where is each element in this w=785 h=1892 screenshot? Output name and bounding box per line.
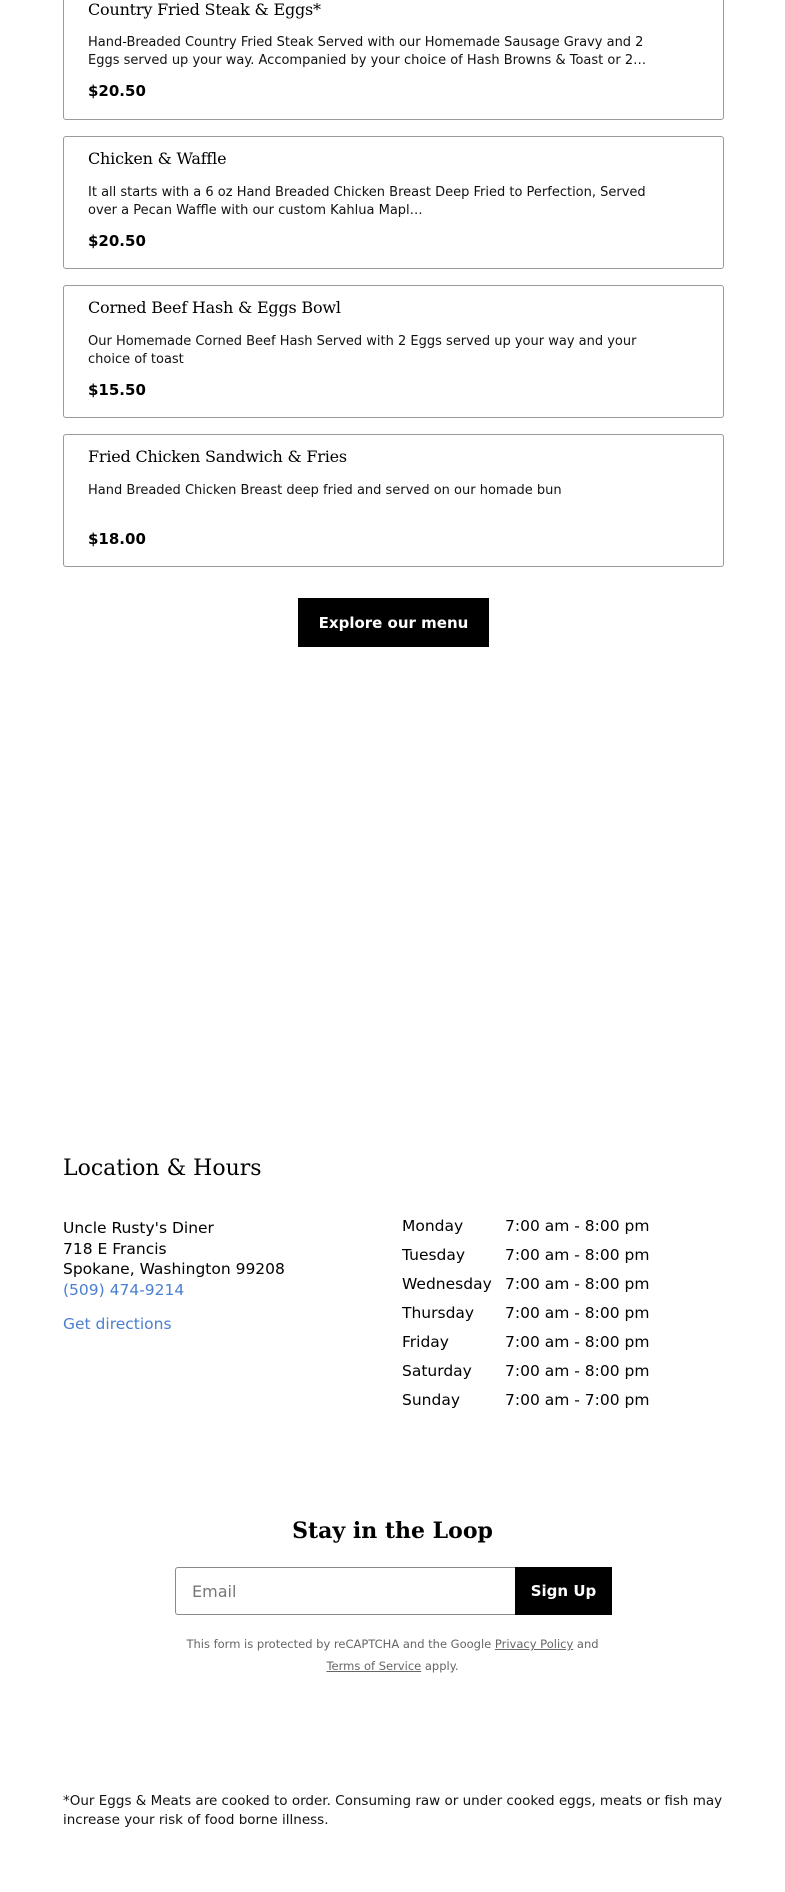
hours-time: 7:00 am - 8:00 pm — [505, 1217, 650, 1235]
menu-item-name: Chicken & Waffle — [88, 149, 227, 168]
menu-item-card[interactable] — [63, 0, 724, 120]
menu-item-price: $20.50 — [88, 232, 146, 250]
menu-item-name: Country Fried Steak & Eggs* — [88, 0, 321, 19]
hours-day: Tuesday — [402, 1246, 466, 1264]
hours-time: 7:00 am - 8:00 pm — [505, 1333, 650, 1351]
city-state-zip: Spokane, Washington 99208 — [63, 1260, 285, 1278]
street-address: 718 E Francis — [63, 1239, 167, 1258]
privacy-policy-link[interactable]: Privacy Policy — [494, 1637, 574, 1651]
hours-time: 7:00 am - 7:00 pm — [505, 1391, 650, 1409]
location-hours-title: Location & Hours — [63, 1156, 262, 1181]
recaptcha-notice — [0, 1633, 785, 1677]
recaptcha-and: and — [576, 1637, 599, 1651]
hours-time: 7:00 am - 8:00 pm — [505, 1246, 650, 1264]
menu-item-price: $20.50 — [88, 82, 146, 100]
menu-item-description: Our Homemade Corned Beef Hash Served with 2 Eggs served up your way and your choice of toast — [88, 334, 637, 367]
menu-item-card[interactable] — [63, 434, 724, 567]
hours-day: Sunday — [402, 1391, 460, 1409]
email-field-wrapper — [175, 1567, 516, 1615]
explore-menu-button[interactable]: Explore our menu — [298, 598, 489, 647]
menu-item-card[interactable] — [63, 285, 724, 418]
sign-up-button[interactable]: Sign Up — [515, 1567, 612, 1615]
hours-time: 7:00 am - 8:00 pm — [505, 1362, 650, 1380]
hours-time: 7:00 am - 8:00 pm — [505, 1275, 650, 1293]
restaurant-name: Uncle Rusty's Diner — [63, 1219, 214, 1237]
menu-item-price: $18.00 — [88, 530, 146, 548]
hours-day: Wednesday — [402, 1275, 492, 1293]
menu-item-name: Fried Chicken Sandwich & Fries — [88, 447, 347, 466]
terms-of-service-link[interactable]: Terms of Service — [326, 1659, 422, 1673]
menu-item-name: Corned Beef Hash & Eggs Bowl — [88, 298, 341, 317]
newsletter-title: Stay in the Loop — [292, 1518, 493, 1544]
hours-day: Monday — [402, 1217, 464, 1235]
get-directions-link[interactable]: Get directions — [63, 1315, 172, 1333]
menu-item-price: $15.50 — [88, 381, 146, 399]
menu-item-description: It all starts with a 6 oz Hand Breaded Chicken Breast Deep Fried to Perfection, Served over a Pecan Waffle with our custom Kahlua Mapl… — [88, 185, 646, 218]
menu-item-description: Hand Breaded Chicken Breast deep fried and served on our homade bun — [88, 483, 562, 498]
recaptcha-text: This form is protected by reCAPTCHA and the Google — [186, 1637, 492, 1651]
menu-item-card[interactable] — [63, 136, 724, 269]
email-input[interactable] — [176, 1568, 515, 1614]
food-safety-disclaimer: *Our Eggs & Meats are cooked to order. Consuming raw or under cooked eggs, meats or fish may increase your risk of food borne illness. — [63, 1793, 723, 1828]
hours-day: Saturday — [402, 1362, 472, 1380]
hours-day: Thursday — [402, 1304, 475, 1322]
hours-day: Friday — [402, 1333, 449, 1351]
menu-item-description: Hand-Breaded Country Fried Steak Served with our Homemade Sausage Gravy and 2 Eggs served up your way. Accompanied by your choice of Hash Browns & Toast or 2… — [88, 35, 647, 68]
restaurant-address — [63, 1218, 285, 1300]
phone-link[interactable]: (509) 474-9214 — [63, 1280, 185, 1299]
recaptcha-apply: apply. — [424, 1659, 459, 1673]
hours-time: 7:00 am - 8:00 pm — [505, 1304, 650, 1322]
